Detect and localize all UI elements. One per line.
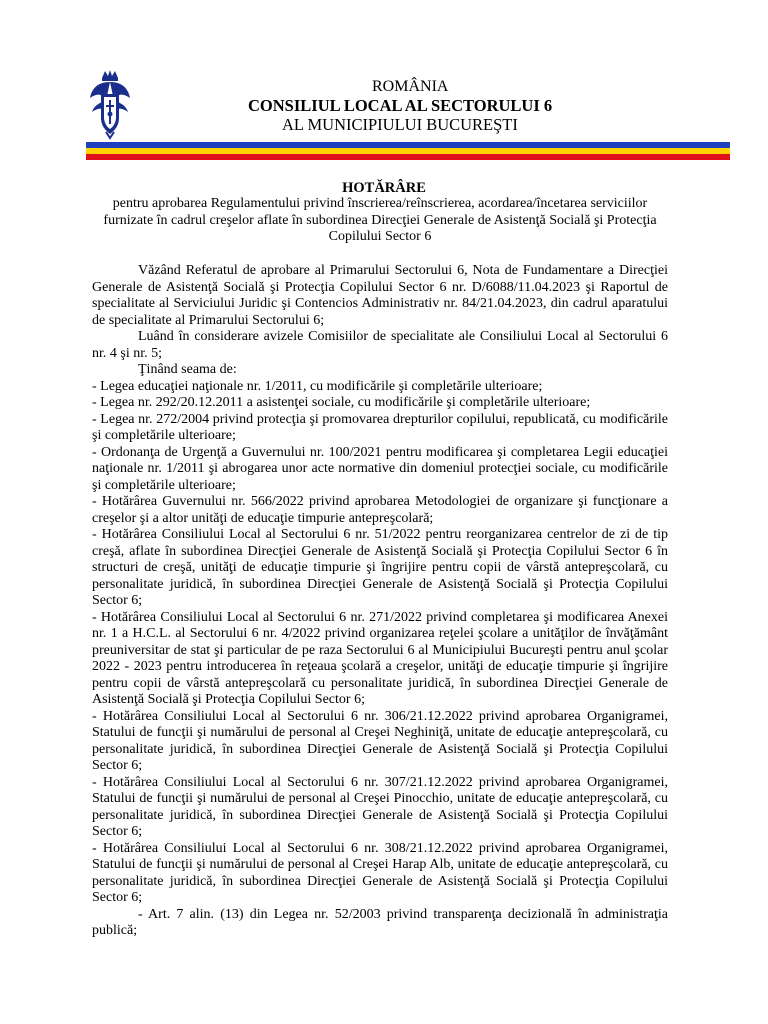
tricolor-stripes <box>86 142 730 160</box>
header-municipality: AL MUNICIPIULUI BUCUREŞTI <box>282 115 518 134</box>
legal-item: - Hotărârea Consiliului Local al Sectorului 6 nr. 306/21.12.2022 privind aprobarea Organigramei, Statului de funcţii şi numărului de personal al Creşei Neghiniţă, unitate de educaţie antepreşcolară, cu personalitate juridică, în subordinea Direcţiei Generale de Asistenţă Socială şi Protecţia Copilului Sector 6; <box>92 708 668 773</box>
document-subtitle: pentru aprobarea Regulamentului privind înscrierea/reînscrierea, acordarea/încetarea serviciilor furnizate în cadrul creşelor aflate în subordinea Direcţiei Generale de Asistenţă Socială şi Protecţia Copilului Sector 6 <box>103 196 657 244</box>
legal-item: - Hotărârea Guvernului nr. 566/2022 privind aprobarea Metodologiei de organizare şi funcţionare a creşelor şi a altor unităţi de educaţie timpurie antepreşcolară; <box>92 494 668 526</box>
legal-item: - Hotărârea Consiliului Local al Sectorului 6 nr. 51/2022 pentru reorganizarea centrelor de zi de tip creşă, aflate în subordinea Direcţiei Generale de Asistenţă Socială şi Protecţia Copilului Sector 6 în structuri de creşă, unităţi de educaţie timpurie şi îngrijire pentru copii de vârstă antepreşcolară, cu personalitate juridică, în subordinea Direcţiei Generale de Asistenţă Socială şi Protecţia Copilului Sector 6; <box>92 527 668 608</box>
legal-item: - Hotărârea Consiliului Local al Sectorului 6 nr. 308/21.12.2022 privind aprobarea Organigramei, Statului de funcţii şi numărului de personal al Creşei Harap Alb, unitate de educaţie antepreşcolară, cu personalitate juridică, în subordinea Direcţiei Generale de Asistenţă Socială şi Protecţia Copilului Sector 6; <box>92 840 668 905</box>
legal-item: - Legea educaţiei naţionale nr. 1/2011, cu modificările şi completările ulterioare; <box>92 378 543 394</box>
stripe-red <box>86 154 730 160</box>
header-council: CONSILIUL LOCAL AL SECTORULUI 6 <box>248 96 553 115</box>
legal-item: - Ordonanţa de Urgenţă a Guvernului nr. 100/2021 pentru modificarea şi completarea Legii educaţiei naţionale nr. 1/2011 şi abrogarea unor acte normative din domeniul protecţiei sociale, cu modificările şi completările ulterioare; <box>92 444 668 493</box>
legal-item: - Art. 7 alin. (13) din Legea nr. 52/2003 privind transparenţa decizională în administraţia publică; <box>92 906 668 938</box>
legal-item: - Hotărârea Consiliului Local al Sectorului 6 nr. 307/21.12.2022 privind aprobarea Organigramei, Statului de funcţii şi numărului de personal al Creşei Pinocchio, unitate de educaţie antepreşcolară, cu personalitate juridică, în subordinea Direcţiei Generale de Asistenţă Socială şi Protecţia Copilului Sector 6; <box>92 774 668 839</box>
paragraph-avize: Luând în considerare avizele Comisiilor de specialitate ale Consiliului Local al Sectorului 6 nr. 4 şi nr. 5; <box>92 329 668 361</box>
paragraph-referat: Văzând Referatul de aprobare al Primarului Sectorului 6, Nota de Fundamentare a Direcţiei Generale de Asistenţă Socială şi Protecţia Copilului Sector 6 nr. D/6088/11.04.2023 şi Raportul de specialitate al Serviciului Juridic şi Contencios Administrativ nr. 84/21.04.2023, din cadrul aparatului de specialitate al Primarului Sectorului 6; <box>92 263 668 328</box>
document-body <box>92 263 668 940</box>
paragraph-tinand-seama: Ţinând seama de: <box>138 362 237 377</box>
header-country: ROMÂNIA <box>372 78 449 95</box>
document-title: HOTĂRÂRE <box>342 180 426 196</box>
legal-item: - Legea nr. 292/20.12.2011 a asistenţei sociale, cu modificările şi completările ulterioare; <box>92 395 591 410</box>
coat-of-arms-icon <box>88 68 132 140</box>
legal-item: - Hotărârea Consiliului Local al Sectorului 6 nr. 271/2022 privind completarea şi modificarea Anexei nr. 1 a H.C.L. al Sectorului 6 nr. 4/2022 privind organizarea reţelei şcolare a unităţilor de învăţământ preuniversitar de stat şi particular de pe raza Sectorului 6 al Municipiului Bucureşti pentru anul şcolar 2022 - 2023 pentru introducerea în reţeaua şcolară a creşelor, unităţi de educaţie timpurie şi îngrijire pentru copii de vârstă antepreşcolară cu personalitate juridică, în subordinea Direcţiei Generale de Asistenţă Socială şi Protecţia Copilului Sector 6; <box>92 609 668 707</box>
legal-item: - Legea nr. 272/2004 privind protecţia şi promovarea drepturilor copilului, republicată, cu modificările şi completările ulterioare; <box>92 411 668 443</box>
